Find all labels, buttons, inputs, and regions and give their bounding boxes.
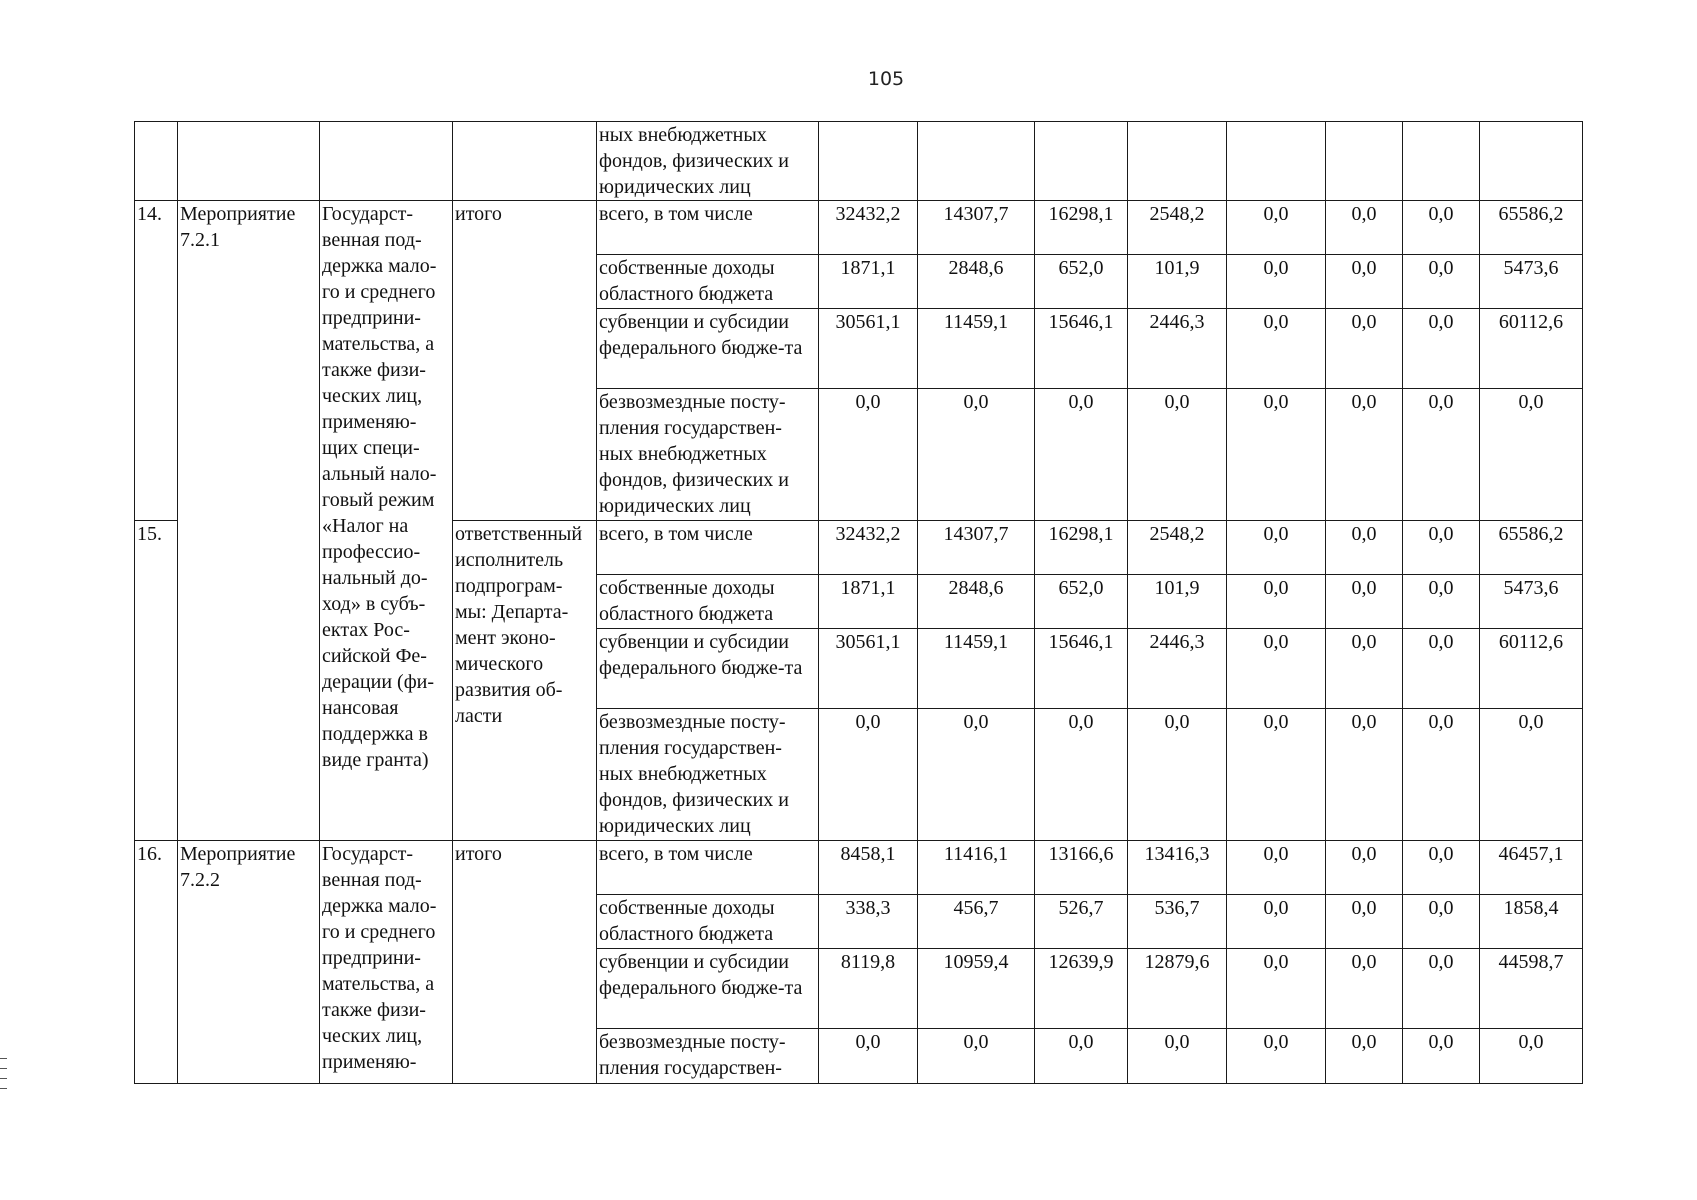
value-cell: 0,0 xyxy=(1227,629,1326,709)
value-cell: 0,0 xyxy=(918,389,1035,521)
empty-cell xyxy=(1035,122,1128,201)
value-cell: 0,0 xyxy=(1128,709,1227,841)
value-cell: 12639,9 xyxy=(1035,949,1128,1029)
value-cell: 2446,3 xyxy=(1128,629,1227,709)
value-cell: 15646,1 xyxy=(1035,629,1128,709)
empty-cell xyxy=(1227,122,1326,201)
empty-cell xyxy=(918,122,1035,201)
value-cell: 0,0 xyxy=(1227,949,1326,1029)
value-cell: 0,0 xyxy=(1480,709,1583,841)
value-cell: 456,7 xyxy=(918,895,1035,949)
value-cell: 0,0 xyxy=(1326,841,1403,895)
value-cell: 0,0 xyxy=(1035,709,1128,841)
value-cell: 11416,1 xyxy=(918,841,1035,895)
table-row xyxy=(135,841,1583,895)
value-cell: 0,0 xyxy=(819,1029,918,1084)
value-cell: 0,0 xyxy=(819,709,918,841)
empty-cell xyxy=(1326,122,1403,201)
funding-source: собственные доходы областного бюджета xyxy=(597,575,819,629)
value-cell: 8458,1 xyxy=(819,841,918,895)
value-cell: 60112,6 xyxy=(1480,309,1583,389)
value-cell: 15646,1 xyxy=(1035,309,1128,389)
budget-table xyxy=(134,121,1583,1084)
value-cell: 0,0 xyxy=(1227,709,1326,841)
value-cell: 14307,7 xyxy=(918,521,1035,575)
funding-source: субвенции и субсидии федерального бюдже-та xyxy=(597,309,819,389)
value-cell: 0,0 xyxy=(1326,1029,1403,1084)
empty-cell xyxy=(1480,122,1583,201)
value-cell: 0,0 xyxy=(1128,389,1227,521)
funding-source: всего, в том числе xyxy=(597,841,819,895)
value-cell: 0,0 xyxy=(1480,389,1583,521)
funding-source: всего, в том числе xyxy=(597,521,819,575)
row-index: 15. xyxy=(135,521,178,841)
value-cell: 0,0 xyxy=(918,1029,1035,1084)
empty-cell xyxy=(1128,122,1227,201)
value-cell: 13416,3 xyxy=(1128,841,1227,895)
value-cell: 0,0 xyxy=(1227,389,1326,521)
value-cell: 0,0 xyxy=(1227,201,1326,255)
value-cell: 0,0 xyxy=(1326,709,1403,841)
value-cell: 101,9 xyxy=(1128,575,1227,629)
responsible-executor: итого xyxy=(453,841,597,1084)
value-cell: 30561,1 xyxy=(819,309,918,389)
value-cell: 1858,4 xyxy=(1480,895,1583,949)
value-cell: 2848,6 xyxy=(918,255,1035,309)
measure-name: Мероприятие 7.2.2 xyxy=(178,841,320,1084)
value-cell: 1871,1 xyxy=(819,255,918,309)
value-cell: 0,0 xyxy=(1403,389,1480,521)
value-cell: 16298,1 xyxy=(1035,201,1128,255)
value-cell: 0,0 xyxy=(1227,575,1326,629)
measure-description: Государст-венная под-держка мало-го и среднего предприни-мательства, а также физи-ческих лиц, применяю- xyxy=(320,841,453,1084)
funding-source: субвенции и субсидии федерального бюдже-та xyxy=(597,629,819,709)
value-cell: 0,0 xyxy=(819,389,918,521)
value-cell: 5473,6 xyxy=(1480,575,1583,629)
value-cell: 0,0 xyxy=(1326,309,1403,389)
value-cell: 0,0 xyxy=(1227,895,1326,949)
value-cell: 1871,1 xyxy=(819,575,918,629)
empty-cell xyxy=(135,122,178,201)
value-cell: 0,0 xyxy=(1403,629,1480,709)
value-cell: 0,0 xyxy=(1227,841,1326,895)
scan-edge-marks xyxy=(0,1058,8,1118)
value-cell: 526,7 xyxy=(1035,895,1128,949)
value-cell: 30561,1 xyxy=(819,629,918,709)
value-cell: 0,0 xyxy=(1227,255,1326,309)
value-cell: 101,9 xyxy=(1128,255,1227,309)
value-cell: 0,0 xyxy=(1326,575,1403,629)
value-cell: 652,0 xyxy=(1035,255,1128,309)
value-cell: 65586,2 xyxy=(1480,201,1583,255)
value-cell: 0,0 xyxy=(1403,1029,1480,1084)
value-cell: 0,0 xyxy=(1480,1029,1583,1084)
funding-source: собственные доходы областного бюджета xyxy=(597,895,819,949)
value-cell: 0,0 xyxy=(1326,201,1403,255)
value-cell: 0,0 xyxy=(1403,841,1480,895)
value-cell: 0,0 xyxy=(1326,895,1403,949)
value-cell: 12879,6 xyxy=(1128,949,1227,1029)
empty-cell xyxy=(1403,122,1480,201)
value-cell: 0,0 xyxy=(1035,389,1128,521)
value-cell: 2848,6 xyxy=(918,575,1035,629)
funding-source: ных внебюджетных фондов, физических и юридических лиц xyxy=(597,122,819,201)
value-cell: 0,0 xyxy=(1227,1029,1326,1084)
value-cell: 16298,1 xyxy=(1035,521,1128,575)
value-cell: 65586,2 xyxy=(1480,521,1583,575)
value-cell: 0,0 xyxy=(1326,389,1403,521)
empty-cell xyxy=(453,122,597,201)
value-cell: 652,0 xyxy=(1035,575,1128,629)
value-cell: 0,0 xyxy=(1403,895,1480,949)
value-cell: 44598,7 xyxy=(1480,949,1583,1029)
value-cell: 2548,2 xyxy=(1128,201,1227,255)
value-cell: 0,0 xyxy=(1326,255,1403,309)
value-cell: 0,0 xyxy=(1326,629,1403,709)
value-cell: 8119,8 xyxy=(819,949,918,1029)
value-cell: 14307,7 xyxy=(918,201,1035,255)
measure-name: Мероприятие 7.2.1 xyxy=(178,201,320,841)
funding-source: субвенции и субсидии федерального бюдже-та xyxy=(597,949,819,1029)
value-cell: 0,0 xyxy=(918,709,1035,841)
value-cell: 0,0 xyxy=(1227,521,1326,575)
value-cell: 0,0 xyxy=(1403,709,1480,841)
measure-description: Государст-венная под-держка мало-го и среднего предприни-мательства, а также физи-ческих лиц, применяю-щих специ-альный нало-говый режим «Налог на профессио-нальный до-ход» в субъ-ектах Рос-сийской Фе-дерации (фи-нансовая поддержка в виде гранта) xyxy=(320,201,453,841)
funding-source: безвозмездные посту-пления государствен- xyxy=(597,1029,819,1084)
value-cell: 2446,3 xyxy=(1128,309,1227,389)
responsible-executor: итого xyxy=(453,201,597,521)
value-cell: 0,0 xyxy=(1326,949,1403,1029)
value-cell: 11459,1 xyxy=(918,629,1035,709)
value-cell: 32432,2 xyxy=(819,201,918,255)
row-index: 16. xyxy=(135,841,178,1084)
value-cell: 11459,1 xyxy=(918,309,1035,389)
value-cell: 2548,2 xyxy=(1128,521,1227,575)
value-cell: 13166,6 xyxy=(1035,841,1128,895)
table-body xyxy=(135,122,1583,1084)
page-number: 105 xyxy=(867,68,905,90)
value-cell: 0,0 xyxy=(1403,309,1480,389)
value-cell: 0,0 xyxy=(1403,201,1480,255)
value-cell: 0,0 xyxy=(1128,1029,1227,1084)
value-cell: 0,0 xyxy=(1403,949,1480,1029)
value-cell: 536,7 xyxy=(1128,895,1227,949)
value-cell: 0,0 xyxy=(1326,521,1403,575)
value-cell: 60112,6 xyxy=(1480,629,1583,709)
value-cell: 338,3 xyxy=(819,895,918,949)
value-cell: 32432,2 xyxy=(819,521,918,575)
empty-cell xyxy=(320,122,453,201)
funding-source: собственные доходы областного бюджета xyxy=(597,255,819,309)
value-cell: 0,0 xyxy=(1227,309,1326,389)
value-cell: 46457,1 xyxy=(1480,841,1583,895)
table-row xyxy=(135,122,1583,201)
funding-source: безвозмездные посту-пления государствен-ных внебюджетных фондов, физических и юридических лиц xyxy=(597,389,819,521)
value-cell: 5473,6 xyxy=(1480,255,1583,309)
table-row xyxy=(135,201,1583,255)
funding-source: всего, в том числе xyxy=(597,201,819,255)
empty-cell xyxy=(819,122,918,201)
value-cell: 0,0 xyxy=(1403,521,1480,575)
responsible-executor: ответственный исполнитель подпрограм-мы: Департа-мент эконо-мического развития об-ласти xyxy=(453,521,597,841)
value-cell: 0,0 xyxy=(1403,255,1480,309)
value-cell: 10959,4 xyxy=(918,949,1035,1029)
empty-cell xyxy=(178,122,320,201)
value-cell: 0,0 xyxy=(1035,1029,1128,1084)
funding-source: безвозмездные посту-пления государствен-ных внебюджетных фондов, физических и юридических лиц xyxy=(597,709,819,841)
row-index: 14. xyxy=(135,201,178,521)
value-cell: 0,0 xyxy=(1403,575,1480,629)
